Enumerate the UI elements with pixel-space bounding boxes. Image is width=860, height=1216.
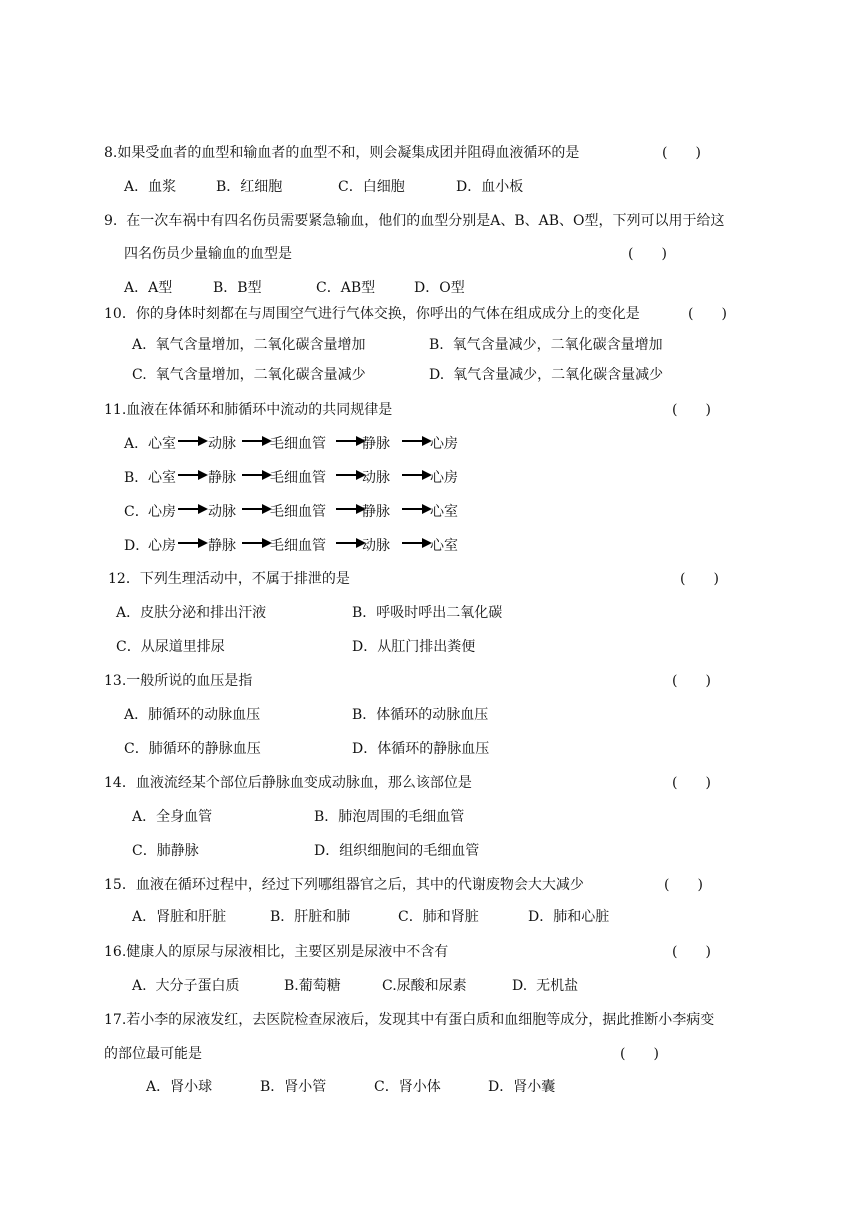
q15-answer-blank[interactable]: ( ) [664,877,703,893]
step-5: 心房 [430,436,458,452]
step-4: 动脉 [362,538,390,554]
arrow-right-icon [402,436,432,446]
arrow-right-icon [242,436,272,446]
step-1: 心室 [148,436,176,452]
q14-stem: 14．血液流经某个部位后静脉血变成动脉血，那么该部位是 [104,775,472,791]
q13-option-a: A．肺循环的动脉血压 [124,707,261,723]
q8-option-d: D．血小板 [456,179,524,195]
arrow-right-icon [242,538,272,548]
q17-option-d: D．肾小囊 [488,1079,556,1095]
q9-option-d: D．O型 [414,280,465,296]
step-5: 心室 [430,504,458,520]
q10-option-a: A. 氧气含量增加，二氧化碳含量增加 [132,337,366,353]
step-1: 心房 [148,504,176,520]
q10-answer-blank[interactable]: ( ) [688,306,727,322]
q8-option-c: C．白细胞 [338,179,405,195]
q14-option-b: B．肺泡周围的毛细血管 [314,809,465,825]
step-1: 心室 [148,470,176,486]
q16-stem: 16.健康人的原尿与尿液相比，主要区别是尿液中不含有 [104,944,449,960]
q13-stem: 13.一般所说的血压是指 [104,673,253,689]
arrow-right-icon [402,470,432,480]
step-2: 静脉 [208,538,236,554]
q17-option-b: B．肾小管 [260,1079,327,1095]
step-3: 毛细血管 [270,538,326,554]
step-3: 毛细血管 [270,470,326,486]
q11-option-d [124,536,464,556]
q11-stem: 11.血液在体循环和肺循环中流动的共同规律是 [104,402,393,418]
q17-answer-blank[interactable]: ( ) [620,1046,659,1062]
q10-option-d: D. 氧气含量减少，二氧化碳含量减少 [429,367,664,383]
arrow-right-icon [178,436,208,446]
q11-option-a [124,434,464,454]
q12-option-a: A．皮肤分泌和排出汗液 [116,605,267,621]
q14-option-d: D．组织细胞间的毛细血管 [314,843,480,859]
q16-option-b: B.葡萄糖 [284,978,341,994]
q17-option-a: A．肾小球 [146,1079,213,1095]
q15-option-d: D．肺和心脏 [528,909,610,925]
q15-option-c: C．肺和肾脏 [398,909,479,925]
q14-answer-blank[interactable]: ( ) [672,775,711,791]
q12-option-b: B．呼吸时呼出二氧化碳 [352,605,503,621]
q10-option-c: C. 氧气含量增加，二氧化碳含量减少 [132,367,366,383]
arrow-right-icon [242,470,272,480]
q15-option-b: B．肝脏和肺 [270,909,351,925]
step-5: 心室 [430,538,458,554]
q13-option-b: B．体循环的动脉血压 [352,707,489,723]
q16-answer-blank[interactable]: ( ) [672,944,711,960]
q17-option-c: C．肾小体 [374,1079,441,1095]
arrow-right-icon [402,504,432,514]
step-4: 静脉 [362,436,390,452]
q13-answer-blank[interactable]: ( ) [672,673,711,689]
arrow-right-icon [178,538,208,548]
option-letter: A． [124,436,149,452]
q15-option-a: A．肾脏和肝脏 [132,909,227,925]
q9-stem-line1: 9. 在一次车祸中有四名伤员需要紧急输血，他们的血型分别是A、B、AB、O型，下列可以用于给这 [104,213,725,229]
q14-option-a: A．全身血管 [132,809,213,825]
q9-option-c: C．AB型 [316,280,376,296]
option-letter: C． [124,504,149,520]
q8-answer-blank[interactable]: ( ) [662,145,701,161]
option-letter: B． [124,470,149,486]
q12-option-c: C．从尿道里排尿 [116,639,225,655]
step-3: 毛细血管 [270,504,326,520]
q15-stem: 15．血液在循环过程中，经过下列哪组器官之后，其中的代谢废物会大大减少 [104,877,584,893]
q9-option-b: B．B型 [213,280,262,296]
q17-stem-line1: 17.若小李的尿液发红，去医院检查尿液后，发现其中有蛋白质和血细胞等成分，据此推断小李病变 [104,1012,715,1028]
arrow-right-icon [178,504,208,514]
arrow-right-icon [402,538,432,548]
q14-option-c: C．肺静脉 [132,843,199,859]
step-4: 静脉 [362,504,390,520]
q9-stem-line2: 四名伤员少量输血的血型是 [124,246,292,262]
q12-answer-blank[interactable]: ( ) [680,571,719,587]
step-2: 动脉 [208,436,236,452]
step-3: 毛细血管 [270,436,326,452]
q16-option-a: A. 大分子蛋白质 [132,978,240,994]
q11-option-c [124,502,464,522]
step-1: 心房 [148,538,176,554]
q16-option-c: C.尿酸和尿素 [382,978,467,994]
q11-option-b [124,468,464,488]
q12-stem: 12．下列生理活动中，不属于排泄的是 [108,571,350,587]
option-letter: D． [124,538,150,554]
q10-stem: 10．你的身体时刻都在与周围空气进行气体交换，你呼出的气体在组成成分上的变化是 [104,306,640,322]
step-2: 动脉 [208,504,236,520]
q8-option-b: B．红细胞 [216,179,283,195]
q13-option-c: C．肺循环的静脉血压 [124,741,261,757]
q9-option-a: A．A型 [124,280,173,296]
q9-answer-blank[interactable]: ( ) [628,246,667,262]
q8-stem: 8.如果受血者的血型和输血者的血型不和，则会凝集成团并阻碍血液循环的是 [104,145,580,161]
q17-stem-line2: 的部位最可能是 [104,1046,202,1062]
step-2: 静脉 [208,470,236,486]
q11-answer-blank[interactable]: ( ) [672,402,711,418]
q16-option-d: D. 无机盐 [512,978,579,994]
q13-option-d: D．体循环的静脉血压 [352,741,490,757]
q12-option-d: D．从肛门排出粪便 [352,639,476,655]
q8-option-a: A．血浆 [124,179,177,195]
arrow-right-icon [178,470,208,480]
step-5: 心房 [430,470,458,486]
step-4: 动脉 [362,470,390,486]
arrow-right-icon [242,504,272,514]
q10-option-b: B. 氧气含量减少，二氧化碳含量增加 [429,337,663,353]
